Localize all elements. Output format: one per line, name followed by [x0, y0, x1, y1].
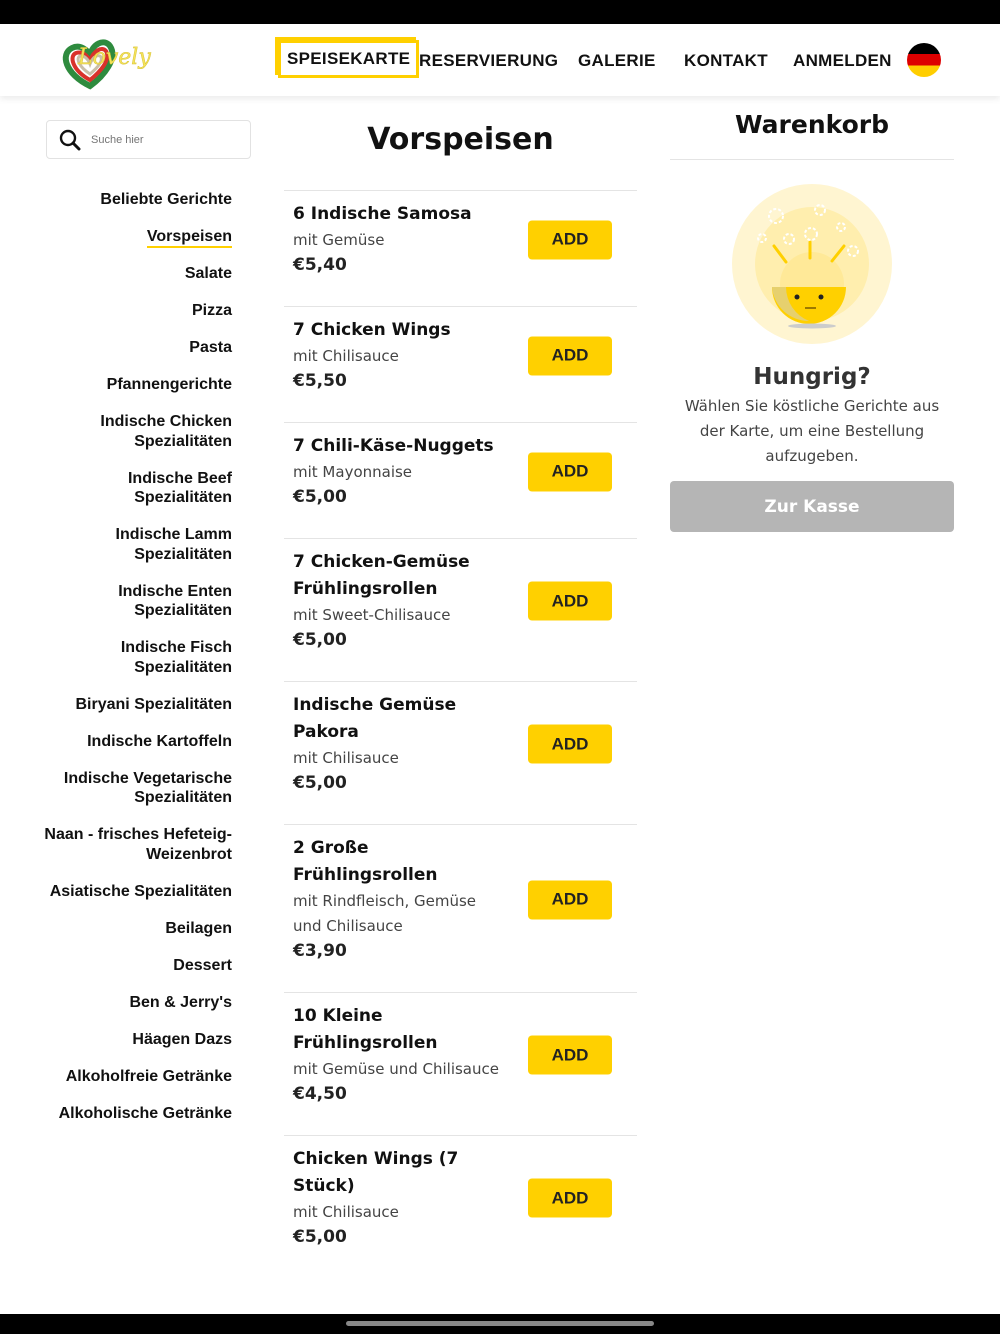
sidebar-item-label: Indische Chicken Spezialitäten: [100, 413, 232, 450]
sidebar-item[interactable]: [40, 1067, 232, 1087]
menu-list: [284, 190, 637, 1278]
add-button[interactable]: ADD: [528, 725, 612, 764]
search-box[interactable]: [46, 120, 251, 159]
sidebar-item[interactable]: [40, 227, 232, 247]
german-flag-icon[interactable]: [907, 43, 941, 77]
item-description: mit Gemüse: [293, 231, 385, 249]
item-price: €5,00: [293, 487, 347, 507]
nav-kontakt[interactable]: KONTAKT: [684, 51, 768, 70]
sidebar-item-label: Asiatische Spezialitäten: [49, 882, 232, 900]
sidebar-item[interactable]: [40, 301, 232, 321]
menu-item: [284, 306, 637, 422]
sidebar-item-label: Alkoholfreie Getränke: [65, 1067, 232, 1085]
sidebar-item[interactable]: [40, 1030, 232, 1050]
menu-item: [284, 824, 637, 992]
item-price: €5,50: [293, 371, 347, 391]
item-price: €4,50: [293, 1084, 347, 1104]
section-title: Vorspeisen: [367, 122, 554, 157]
add-button[interactable]: ADD: [528, 452, 612, 491]
sidebar-item-label: Indische Vegetarische Spezialitäten: [63, 769, 232, 806]
item-title: 7 Chicken Wings: [293, 320, 451, 340]
checkout-button[interactable]: Zur Kasse: [670, 481, 954, 532]
sidebar-item-label: Indische Lamm Spezialitäten: [115, 526, 232, 563]
sidebar-item-label: Vorspeisen: [147, 228, 232, 248]
nav-anmelden[interactable]: ANMELDEN: [793, 51, 892, 70]
sidebar-item[interactable]: [40, 1104, 232, 1124]
item-price: €5,40: [293, 255, 347, 275]
add-button[interactable]: ADD: [528, 336, 612, 375]
home-indicator[interactable]: [346, 1321, 654, 1326]
item-description: mit Mayonnaise: [293, 463, 413, 481]
empty-cart-heading: Hungrig?: [753, 364, 871, 390]
item-description: mit Chilisauce: [293, 347, 399, 365]
sidebar-item[interactable]: [40, 338, 232, 358]
empty-bowl-illustration: [732, 184, 892, 344]
item-title: 7 Chili-Käse-Nuggets: [293, 436, 494, 456]
site-header: [0, 24, 1000, 96]
item-title: 2 Große Frühlingsrollen: [293, 838, 438, 885]
sidebar-item-label: Indische Enten Spezialitäten: [118, 582, 232, 619]
category-sidebar: [40, 190, 232, 1141]
menu-item: [284, 538, 637, 681]
search-input[interactable]: [91, 134, 231, 146]
bottom-bar: [0, 1314, 1000, 1334]
nav-reservierung[interactable]: RESERVIERUNG: [419, 51, 559, 70]
item-price: €3,90: [293, 941, 347, 961]
sidebar-item-label: Alkoholische Getränke: [58, 1104, 232, 1122]
sidebar-item-label: Naan - frisches Hefeteig-Weizenbrot: [44, 826, 232, 863]
nav-speisekarte[interactable]: SPEISEKARTE: [278, 40, 419, 78]
item-description: mit Sweet-Chilisauce: [293, 606, 451, 624]
item-price: €5,00: [293, 1227, 347, 1247]
sidebar-item-label: Beilagen: [165, 919, 232, 937]
sidebar-item[interactable]: [40, 638, 232, 677]
sidebar-item[interactable]: [40, 956, 232, 976]
add-button[interactable]: ADD: [528, 220, 612, 259]
menu-item: [284, 992, 637, 1135]
sidebar-item-label: Pfannengerichte: [106, 376, 232, 393]
item-description: mit Gemüse und Chilisauce: [293, 1060, 499, 1078]
sidebar-item[interactable]: [40, 525, 232, 564]
sidebar-item[interactable]: [40, 375, 232, 395]
menu-item: [284, 1135, 637, 1278]
sidebar-item-label: Indische Fisch Spezialitäten: [120, 639, 232, 676]
sidebar-item[interactable]: [40, 582, 232, 621]
sidebar-item[interactable]: [40, 769, 232, 808]
sidebar-item[interactable]: [40, 469, 232, 508]
sidebar-item-label: Indische Kartoffeln: [87, 732, 232, 750]
item-title: 10 Kleine Frühlingsrollen: [293, 1006, 438, 1053]
item-price: €5,00: [293, 630, 347, 650]
item-description: mit Rindfleisch, Gemüse und Chilisauce: [293, 892, 477, 935]
menu-item: [284, 190, 637, 306]
item-price: €5,00: [293, 773, 347, 793]
cart-title: Warenkorb: [670, 110, 954, 160]
sidebar-item[interactable]: [40, 732, 232, 752]
sidebar-item-label: Dessert: [173, 956, 232, 974]
add-button[interactable]: ADD: [528, 1036, 612, 1075]
sidebar-item[interactable]: [40, 919, 232, 939]
item-title: Indische Gemüse Pakora: [293, 695, 457, 742]
sidebar-item-label: Salate: [184, 265, 232, 282]
sidebar-item-label: Ben & Jerry's: [129, 993, 232, 1011]
sidebar-item[interactable]: [40, 412, 232, 451]
sidebar-item-label: Pasta: [189, 339, 232, 356]
sidebar-item-label: Biryani Spezialitäten: [75, 695, 232, 713]
lovely-logo[interactable]: [60, 34, 170, 90]
menu-section: [284, 120, 637, 1278]
sidebar-item-label: Indische Beef Spezialitäten: [127, 469, 232, 506]
search-icon: [59, 129, 81, 151]
sidebar-item-label: Beliebte Gerichte: [100, 191, 232, 208]
menu-item: [284, 681, 637, 824]
cart-panel: [670, 110, 954, 532]
sidebar-item[interactable]: [40, 825, 232, 864]
sidebar-item[interactable]: [40, 882, 232, 902]
add-button[interactable]: ADD: [528, 1179, 612, 1218]
add-button[interactable]: ADD: [528, 880, 612, 919]
menu-item: [284, 422, 637, 538]
item-title: 6 Indische Samosa: [293, 204, 472, 224]
sidebar-item[interactable]: [40, 993, 232, 1013]
sidebar-item[interactable]: [40, 695, 232, 715]
sidebar-item-label: Pizza: [191, 302, 232, 319]
sidebar-item[interactable]: [40, 190, 232, 210]
status-bar: [0, 0, 1000, 24]
svg-text:Lovely: Lovely: [78, 45, 151, 70]
item-title: 7 Chicken-Gemüse Frühlingsrollen: [293, 552, 470, 599]
sidebar-item-label: Häagen Dazs: [132, 1030, 232, 1048]
nav-galerie[interactable]: GALERIE: [578, 51, 656, 70]
item-title: Chicken Wings (7 Stück): [293, 1149, 459, 1196]
item-description: mit Chilisauce: [293, 749, 399, 767]
add-button[interactable]: ADD: [528, 582, 612, 621]
empty-cart-text: Wählen Sie köstliche Gerichte aus der Karte, um eine Bestellung aufzugeben.: [684, 397, 940, 465]
item-description: mit Chilisauce: [293, 1203, 399, 1221]
sidebar-item[interactable]: [40, 264, 232, 284]
